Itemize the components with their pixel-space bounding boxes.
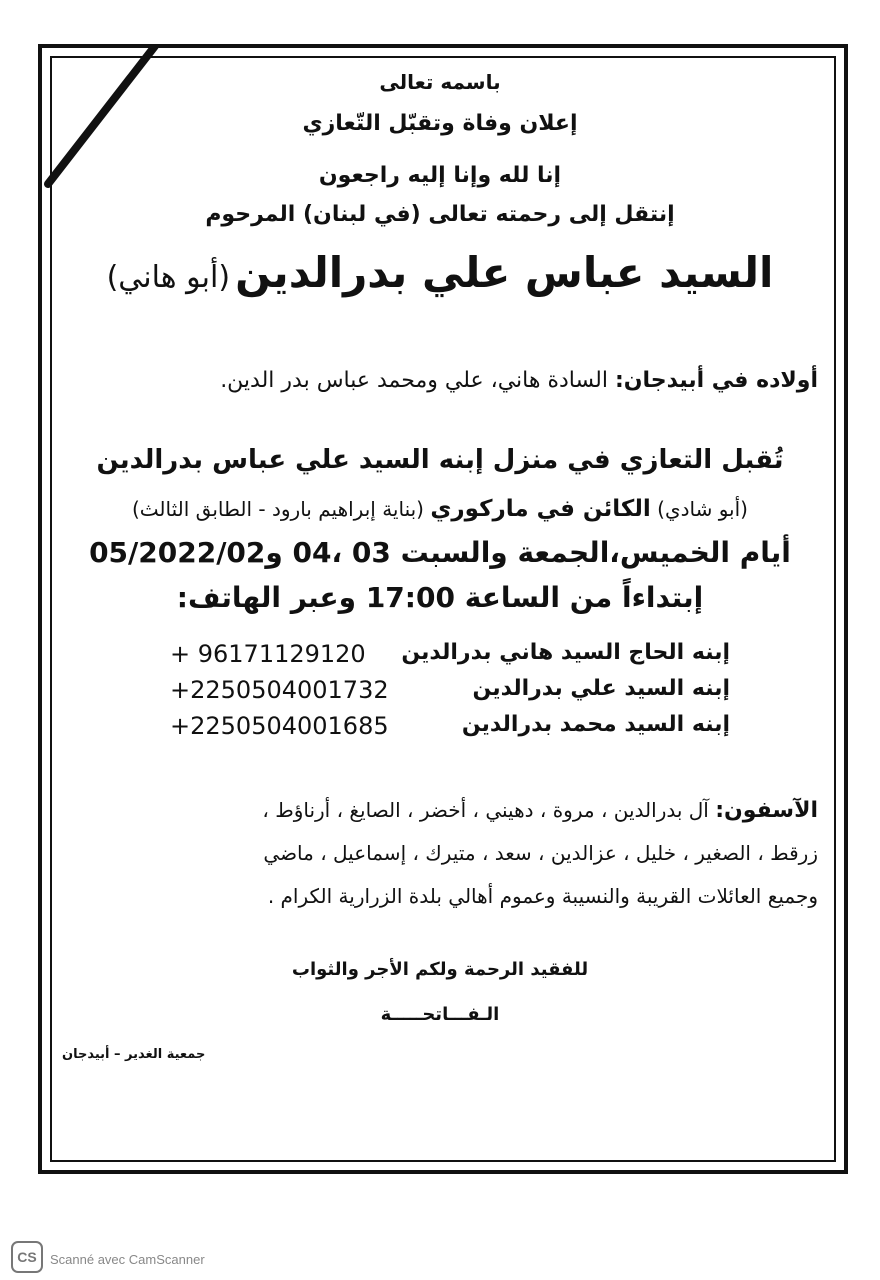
condolence-time: إبتداءاً من الساعة 17:00 وعبر الهاتف: [176, 581, 704, 614]
signature: جمعية الغدير – أبيدجان [62, 1047, 206, 1062]
quran-verse: إنا لله وإنا إليه راجعون [318, 163, 562, 188]
closing-prayer: للفقيد الرحمة ولكم الأجر والثواب [291, 959, 589, 980]
camscanner-logo [10, 1240, 44, 1274]
camscanner-logo-text: CS [17, 1249, 37, 1265]
sons-label: أولاده في أبيدجان: [614, 368, 818, 393]
deceased-line [60, 248, 820, 297]
mourners-line-3: وجميع العائلات القريبة والنسيبة وعموم أهالي بلدة الزرارية الكرام . [267, 884, 818, 908]
condolence-days: أيام الخميس،الجمعة والسبت 03 ،04 و05/2022/02 [89, 536, 791, 569]
mourners-families: آل بدرالدين ، مروة ، دهيني ، أخضر ، الصايغ ، أرناؤط ، [262, 798, 709, 822]
sons-names: السادة هاني، علي ومحمد عباس بدر الدين. [220, 368, 608, 393]
location-line [60, 498, 820, 521]
phone-number: +2250504001732 [170, 676, 389, 704]
scanner-caption: Scanné avec CamScanner [50, 1252, 205, 1267]
deceased-name: السيد عباس علي بدرالدين [235, 248, 774, 297]
phone-label: إبنه السيد علي بدرالدين [472, 676, 730, 701]
phone-row [170, 678, 730, 702]
mourners-label: الآسفون: [715, 798, 818, 823]
phone-label: إبنه السيد محمد بدرالدين [461, 712, 730, 737]
phone-number: +2250504001685 [170, 712, 389, 740]
condolence-venue: تُقبل التعازي في منزل إبنه السيد علي عباس بدرالدين [96, 445, 784, 475]
location-label: الكائن في ماركوري [430, 496, 651, 522]
fatiha: الـفـــاتحـــــة [380, 1004, 500, 1025]
deceased-kunya: (أبو هاني) [106, 260, 231, 295]
host-kunya: (أبو شادي) [657, 497, 748, 521]
phone-number: + 96171129120 [170, 640, 366, 668]
sons-line [220, 370, 818, 392]
passed-away-intro: إنتقل إلى رحمته تعالى (في لبنان) المرحوم [205, 202, 675, 227]
basmala: باسمه تعالى [379, 70, 501, 94]
notice-title: إعلان وفاة وتقبّل التّعازي [302, 111, 578, 136]
mourners-line-2: زرقط ، الصغير ، خليل ، عزالدين ، سعد ، متيرك ، إسماعيل ، ماضي [263, 841, 818, 865]
phone-row [170, 714, 730, 738]
location-detail: (بناية إبراهيم بارود - الطابق الثالث) [131, 497, 424, 521]
phone-label: إبنه الحاج السيد هاني بدرالدين [401, 640, 730, 665]
phone-row [170, 642, 730, 666]
mourners-line-1 [262, 800, 818, 822]
